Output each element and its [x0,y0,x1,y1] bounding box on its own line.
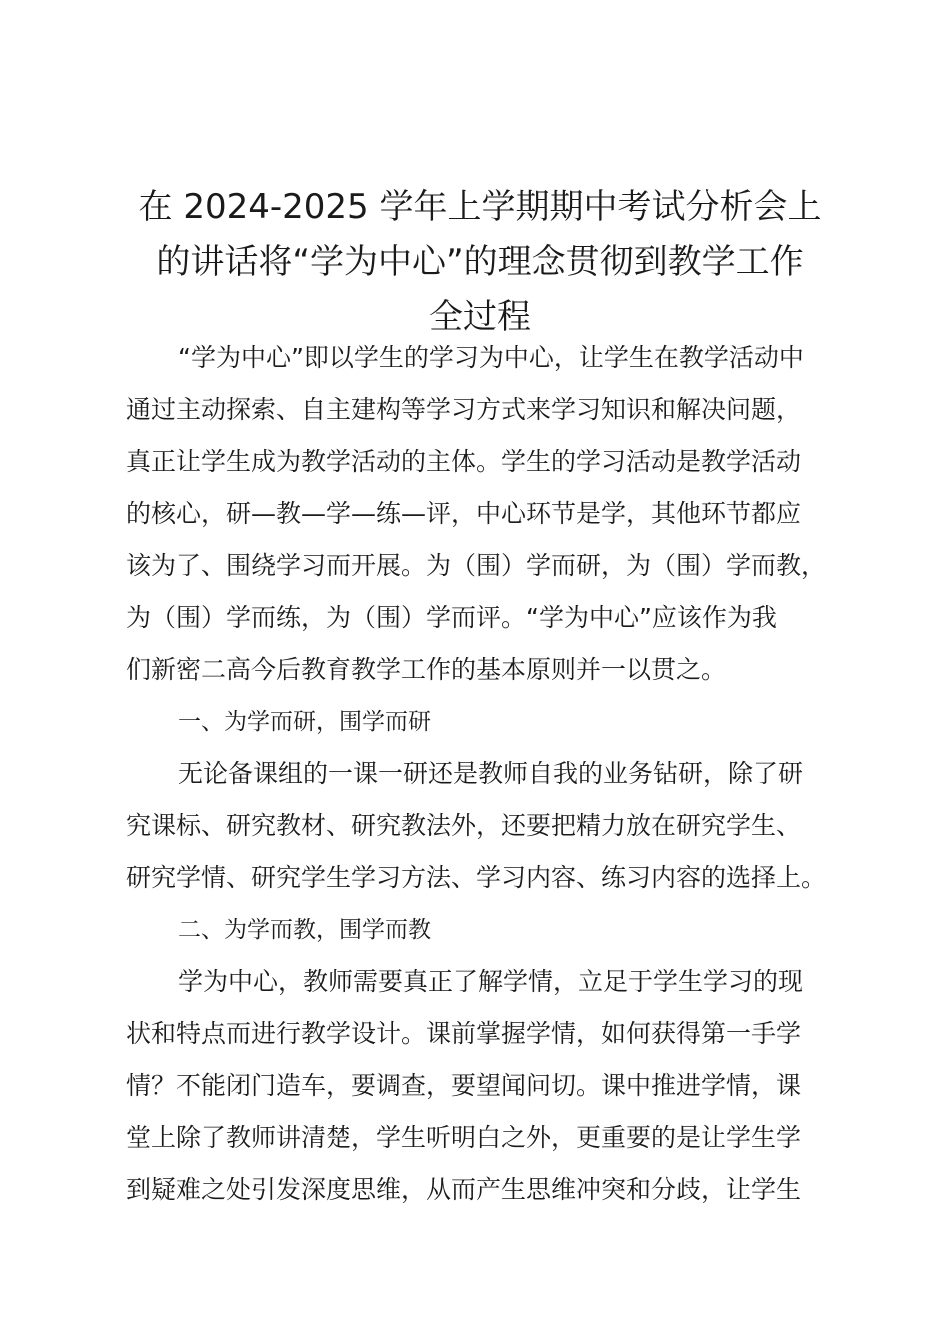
text-line: 堂上除了教师讲清楚，学生听明白之外，更重要的是让学生学 [126,1123,802,1152]
paragraph-intro [126,332,856,696]
paragraph-research [126,748,856,904]
section-heading-1: 一、为学而研，围学而研 [178,709,431,735]
title-line: 全过程 [429,297,531,337]
text-line: 研究学情、研究学生学习方法、学习内容、练习内容的选择上。 [126,863,827,892]
text-line: 真正让学生成为教学活动的主体。学生的学习活动是教学活动 [126,447,802,476]
text-line: 为（围）学而练，为（围）学而评。“学为中心”应该作为我 [126,603,777,632]
text-line: 该为了、围绕学习而开展。为（围）学而研，为（围）学而教， [126,551,827,580]
text-line: 学为中心，教师需要真正了解学情，立足于学生学习的现 [178,967,804,996]
text-line: 究课标、研究教材、研究教法外，还要把精力放在研究学生、 [126,811,802,840]
document-title [110,180,850,345]
text-line: 们新密二高今后教育教学工作的基本原则并一以贯之。 [126,655,727,684]
text-line: “学为中心”即以学生的学习为中心，让学生在教学活动中 [178,343,804,372]
title-line: 的讲话将“学为中心”的理念贯彻到教学工作 [156,242,804,282]
text-line: 情？不能闭门造车，要调查，要望闻问切。课中推进学情，课 [126,1071,802,1100]
document-body [126,332,856,1216]
title-line: 在 2024-2025 学年上学期期中考试分析会上 [138,187,822,227]
text-line: 到疑难之处引发深度思维，从而产生思维冲突和分歧，让学生 [126,1175,802,1204]
text-line: 无论备课组的一课一研还是教师自我的业务钻研，除了研 [178,759,804,788]
text-line: 通过主动探索、自主建构等学习方式来学习知识和解决问题， [126,395,802,424]
paragraph-teaching [126,956,856,1216]
text-line: 的核心，研—教—学—练—评，中心环节是学，其他环节都应 [126,499,802,528]
text-line: 状和特点而进行教学设计。课前掌握学情，如何获得第一手学 [126,1019,802,1048]
section-heading-2: 二、为学而教，围学而教 [178,917,431,943]
